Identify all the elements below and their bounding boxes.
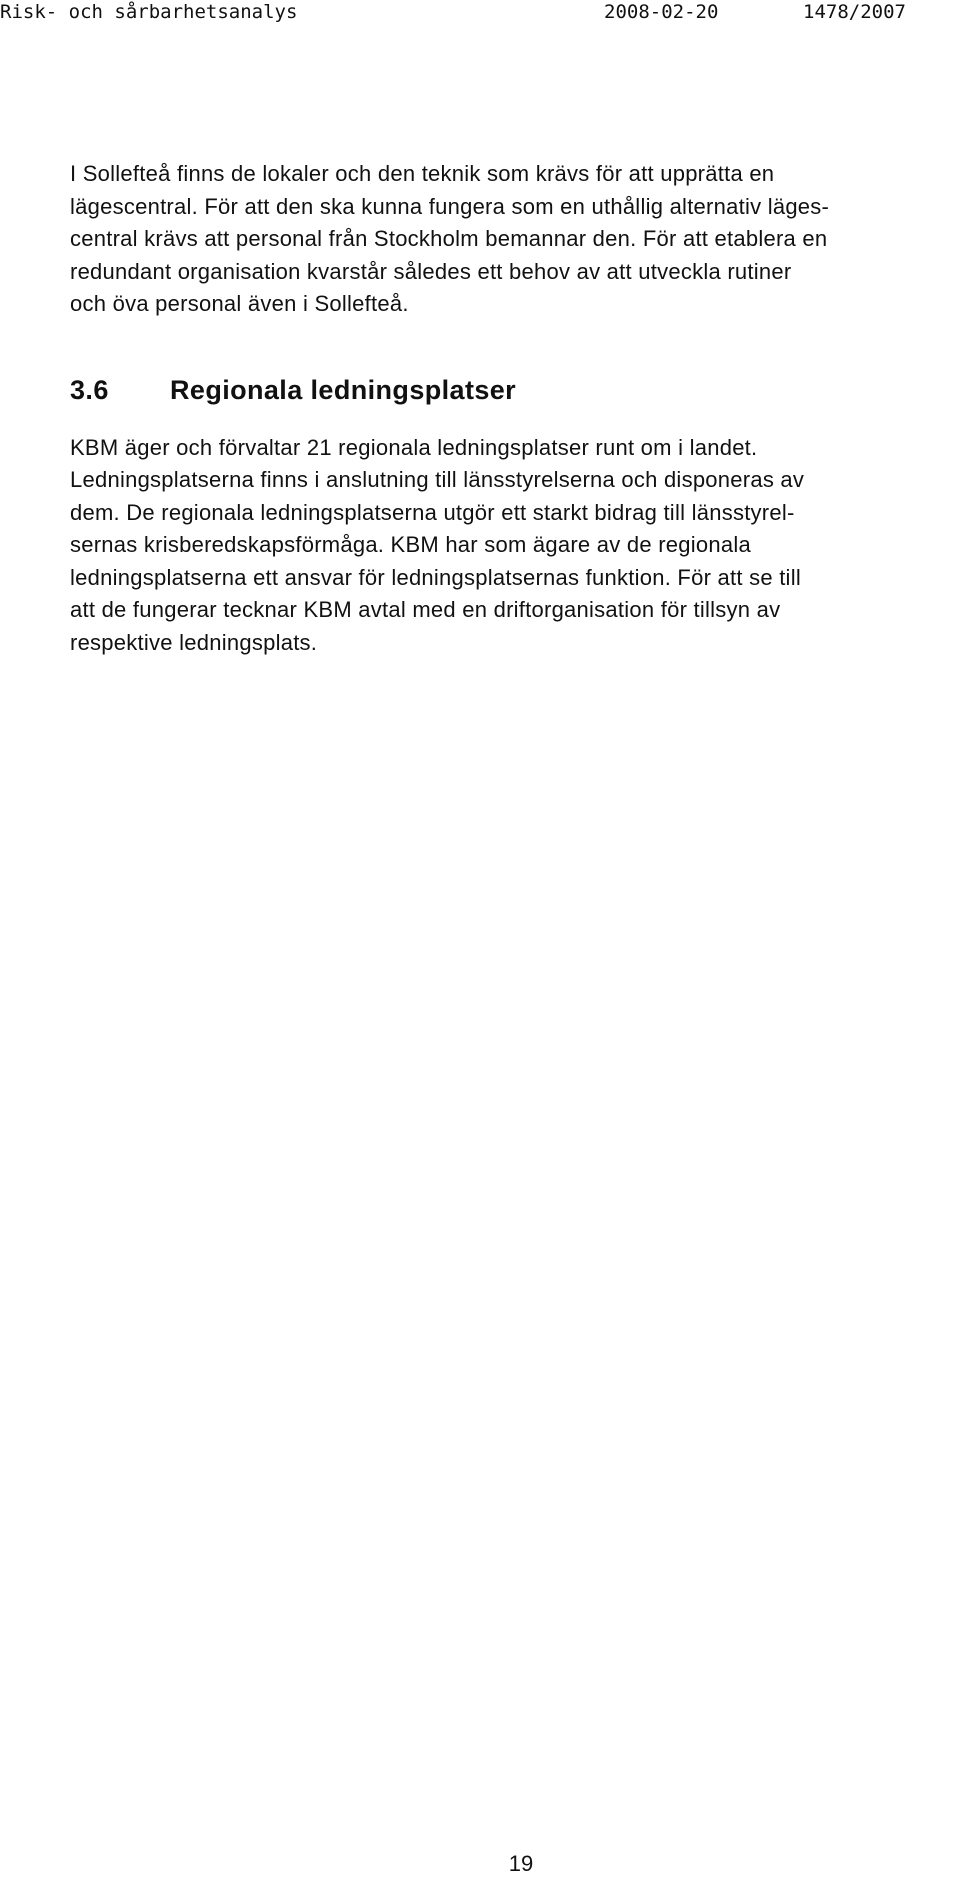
paragraph-line: att de fungerar tecknar KBM avtal med en driftorganisation för tillsyn av — [70, 597, 781, 622]
paragraph-line: redundant organisation kvarstår således ett behov av att utveckla rutiner — [70, 258, 792, 284]
paragraph-line: ledningsplatserna ett ansvar för ledningsplatsernas funktion. För att se till — [70, 564, 801, 590]
paragraph-line: lägescentral. För att den ska kunna fungera som en uthållig alternativ läges- — [70, 193, 830, 219]
paragraph-line: Ledningsplatserna finns i anslutning till länsstyrelserna och disponeras av — [70, 467, 805, 492]
section-number: 3.6 — [70, 374, 109, 405]
paragraph-line: respektive ledningsplats. — [70, 629, 318, 655]
paragraph-line: dem. De regionala ledningsplatserna utgör ett starkt bidrag till länsstyrel- — [70, 499, 795, 525]
page-content — [70, 158, 960, 659]
paragraph-solleftea — [70, 158, 960, 321]
section-title: Regionala ledningsplatser — [170, 374, 517, 405]
paragraph-line: central krävs att personal från Stockholm bemannar den. För att etablera en — [70, 226, 828, 251]
paragraph-line: sernas krisberedskapsförmåga. KBM har som ägare av de regionala — [70, 532, 751, 557]
paragraph-line: KBM äger och förvaltar 21 regionala ledningsplatser runt om i landet. — [70, 434, 758, 460]
paragraph-line: och öva personal även i Sollefteå. — [70, 291, 409, 316]
paragraph-regional-command-posts — [70, 432, 960, 660]
section-heading — [70, 370, 960, 410]
page-header — [0, 0, 960, 24]
paragraph-line: I Sollefteå finns de lokaler och den teknik som krävs för att upprätta en — [70, 161, 775, 186]
header-reference-number: 1478/2007 — [803, 1, 906, 23]
page-number: 19 — [508, 1851, 534, 1876]
header-document-date: 2008-02-20 — [604, 1, 719, 23]
header-document-title: Risk- och sårbarhetsanalys — [0, 1, 298, 23]
